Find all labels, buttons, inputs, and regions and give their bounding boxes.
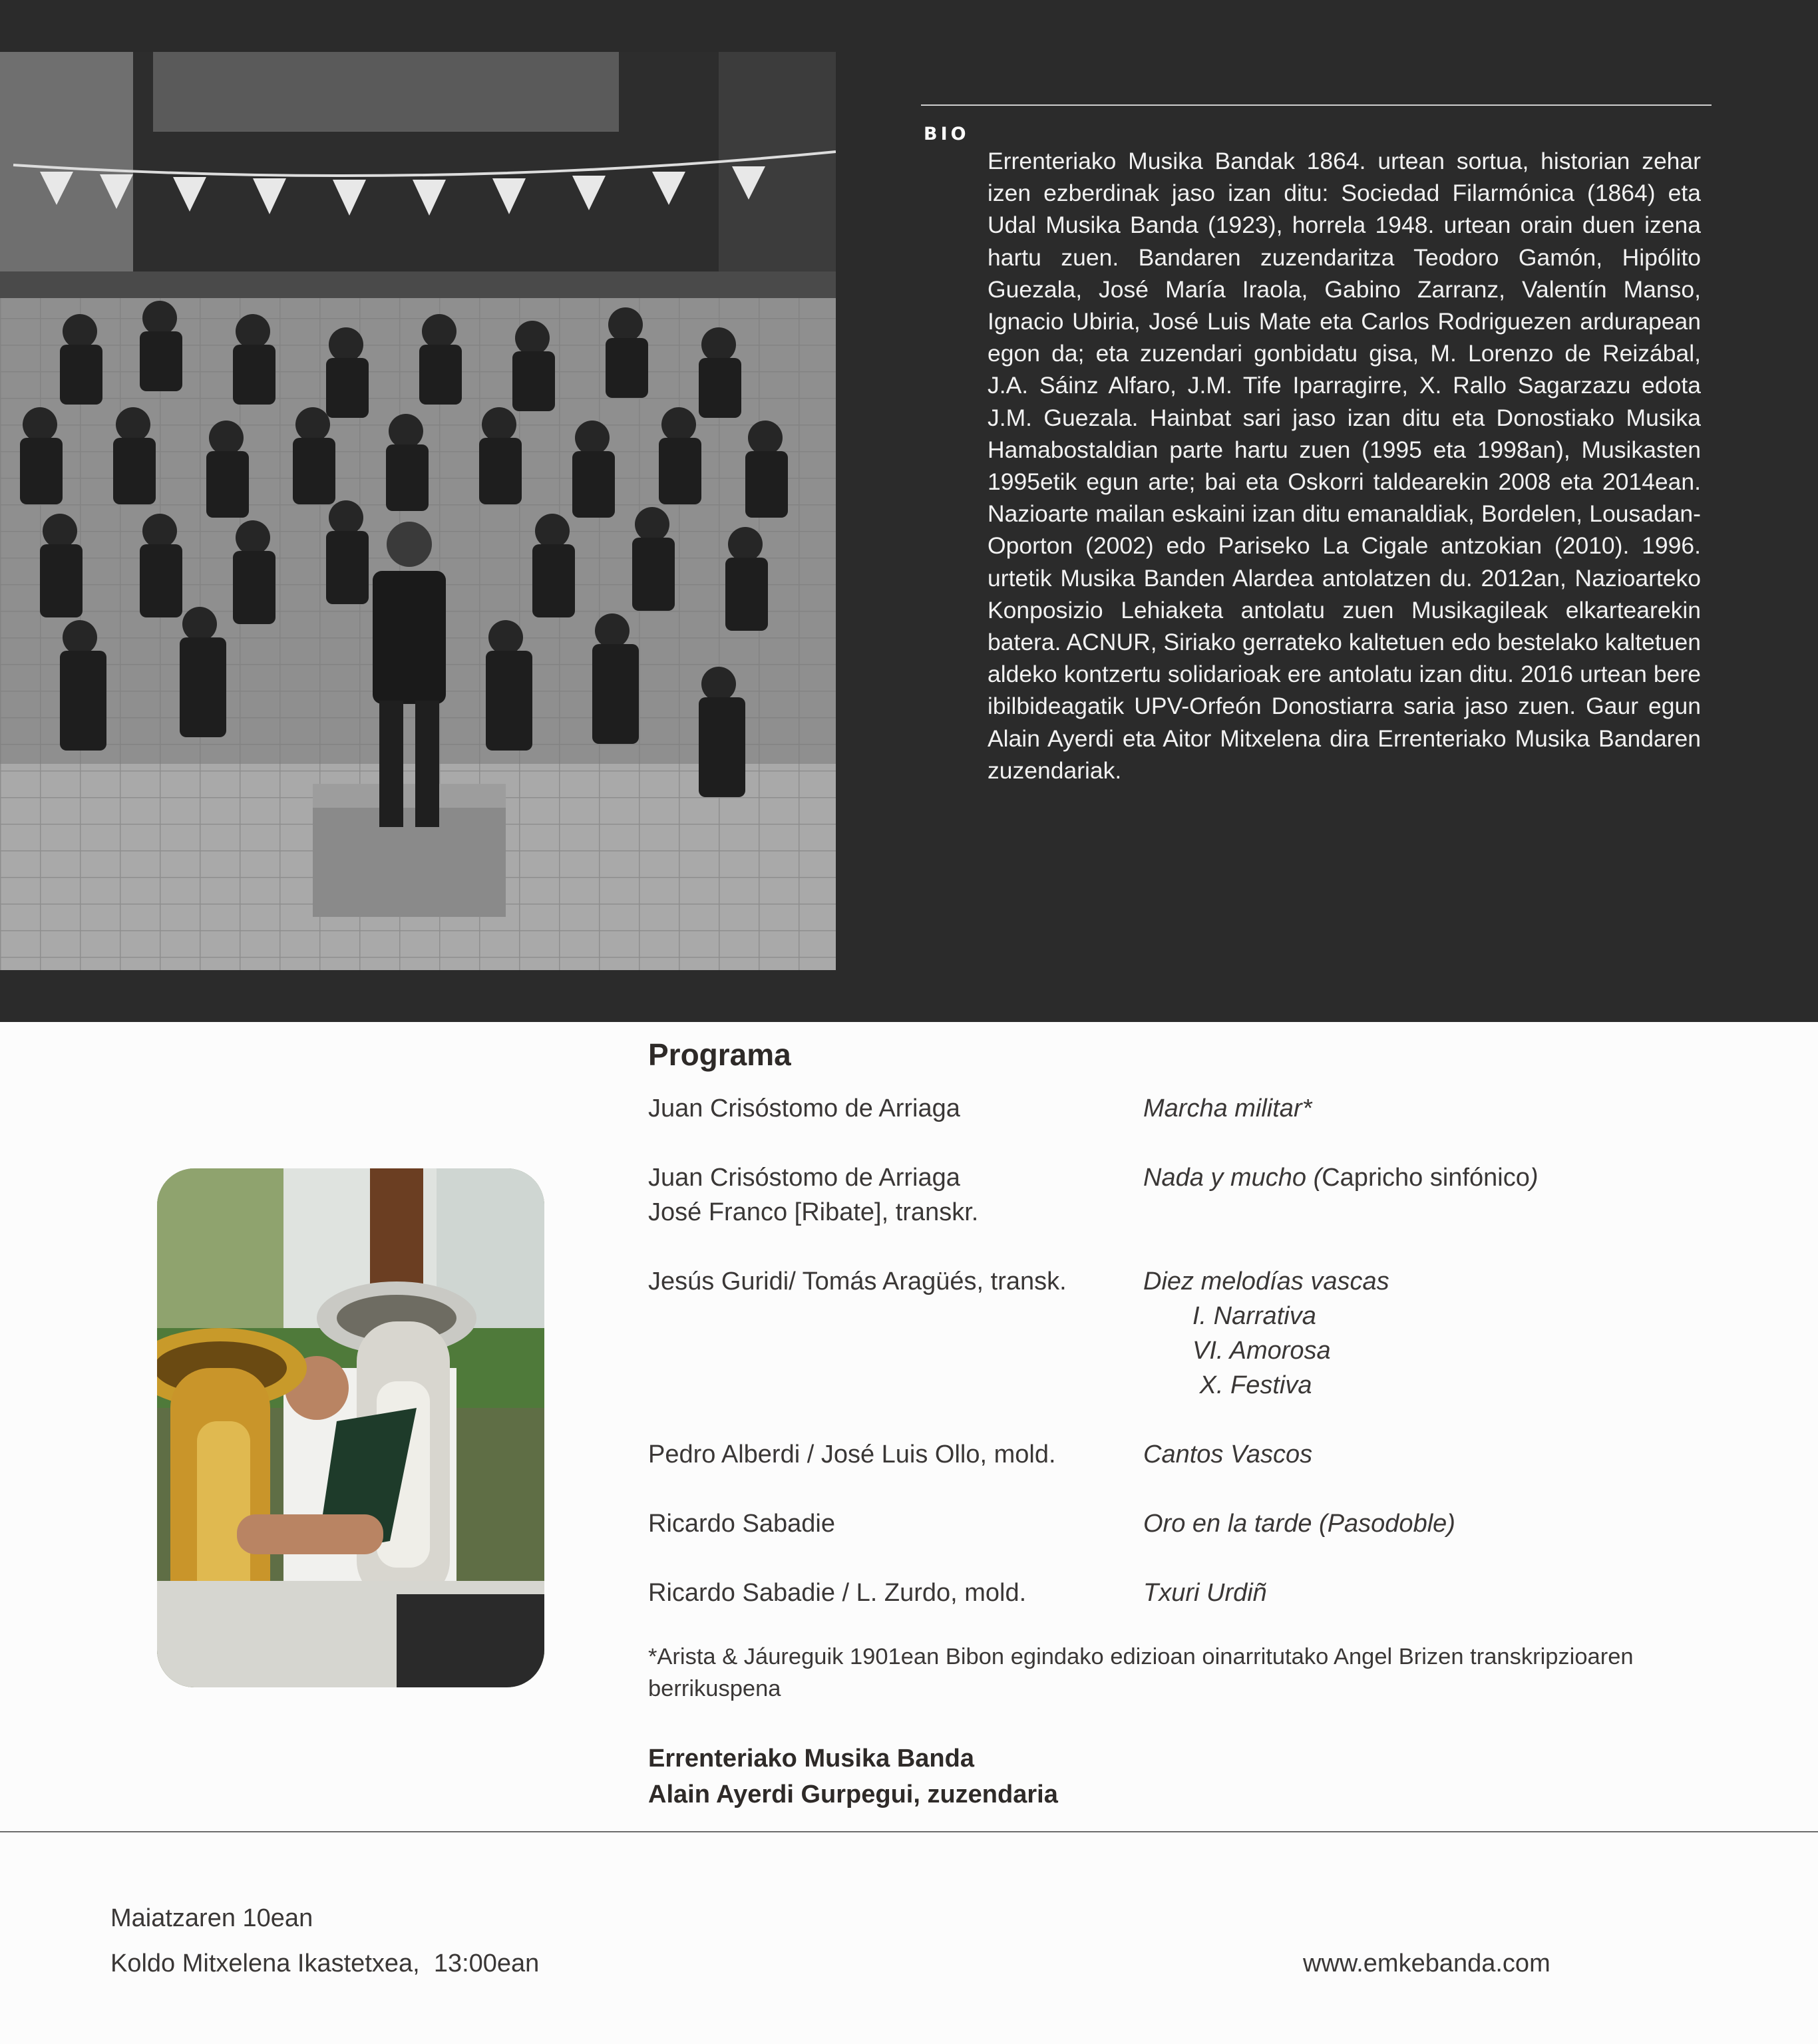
work-movement: X. Festiva bbox=[1192, 1371, 1312, 1399]
conductor-name: Alain Ayerdi Gurpegui, zuzendaria bbox=[648, 1781, 1058, 1808]
bio-label: BIO bbox=[924, 124, 970, 144]
bio-text: Errenteriako Musika Bandak 1864. urtean sortua, historian zehar izen ezberdinak jaso izan ditu: Sociedad Filarmónica (1864) eta Udal Musika Banda (1923), horrela 1948. urtean orain duen izena hartu zuen. Bandaren zuzendaritza Teodoro Gamón, Hipólito Guezala, José María Iraola, Gabino Zarranz, Valentín Manso, Ignacio Ubiria, José Luis Mate eta Carlos Rodriguezen ardurapean egon da; eta zuzendari gonbidatu gisa, M. Lorenzo de Reizábal, J.A. Sáinz Alfaro, J.M. Tife Iparragirre, X. Rallo Sagarzazu edota J.M. Guezala. Hainbat sari jaso izan ditu eta Donostiako Musika Hamabostaldian parte hartu zuen (1995 eta 1998an), Musikasten 1995etik egun arte; bai eta Oskorri taldearekin 2008 eta 2014ean. Nazioarte mailan eskaini izan ditu emanaldiak, Bordelen, Lousadan-Oporton (2002) edo Pariseko La Cigale antzokian (2010). 1996. urtetik Musika Banden Alardea antolatzen du. 2012an, Nazioarteko Konposizio Lehiaketa antolatu zuen Musikagileak elkartearekin batera. ACNUR, Siriako gerrateko kaltetuen edo bestelako kaltetuen aldeko kontzertu solidarioak ere antolatu izan ditu. 2016 urtean bere ibilbideagatik UPV-Orfeón Donostiarra saria jaso zuen. Gaur egun Alain Ayerdi eta Aitor Mitxelena dira Errenteriako Musika Bandaren zuzendariak. bbox=[988, 148, 1701, 784]
performer-name: Errenteriako Musika Banda bbox=[648, 1745, 974, 1773]
tuba-photo bbox=[157, 1168, 544, 1687]
composer-line: José Franco [Ribate], transkr. bbox=[648, 1198, 979, 1226]
event-date: Maiatzaren 10ean bbox=[110, 1904, 313, 1932]
program-composer bbox=[648, 1091, 1141, 1126]
program-work bbox=[1143, 1160, 1729, 1195]
work-subtitle: Capricho sinfónico bbox=[1322, 1164, 1530, 1192]
tuba-photo-image bbox=[157, 1168, 544, 1687]
composer-line: Ricardo Sabadie / L. Zurdo, mold. bbox=[648, 1579, 1027, 1607]
work-movement: VI. Amorosa bbox=[1192, 1337, 1331, 1365]
program-work bbox=[1143, 1437, 1729, 1472]
work-title: Diez melodías vascas bbox=[1143, 1268, 1389, 1295]
work-title: Oro en la tarde (Pasodoble) bbox=[1143, 1510, 1455, 1538]
program-composer bbox=[648, 1160, 1141, 1230]
event-place-time: Koldo Mitxelena Ikastetxea, 13:00ean bbox=[110, 1950, 540, 1977]
program-composer bbox=[648, 1506, 1141, 1541]
composer-line: Jesús Guridi/ Tomás Aragüés, transk. bbox=[648, 1268, 1067, 1295]
program-composer bbox=[648, 1576, 1141, 1610]
program-work bbox=[1143, 1576, 1729, 1610]
composer-line: Ricardo Sabadie bbox=[648, 1510, 835, 1538]
performer-credits bbox=[648, 1741, 1058, 1812]
program-composer bbox=[648, 1437, 1141, 1472]
work-title-tail: ) bbox=[1529, 1164, 1539, 1192]
work-title: Cantos Vascos bbox=[1143, 1441, 1313, 1468]
composer-line: Juan Crisóstomo de Arriaga bbox=[648, 1095, 960, 1122]
composer-line: Pedro Alberdi / José Luis Ollo, mold. bbox=[648, 1441, 1056, 1468]
program-work bbox=[1143, 1091, 1729, 1126]
work-title: Marcha militar* bbox=[1143, 1095, 1312, 1122]
composer-line: Juan Crisóstomo de Arriaga bbox=[648, 1164, 960, 1192]
footer-divider bbox=[0, 1831, 1818, 1832]
programa-title: Programa bbox=[648, 1037, 791, 1072]
work-title: Txuri Urdiñ bbox=[1143, 1579, 1267, 1607]
website-link[interactable]: www.emkebanda.com bbox=[1303, 1950, 1550, 1977]
program-footnote: *Arista & Jáureguik 1901ean Bibon egindako edizioan oinarritutako Angel Brizen transkripzioaren berrikuspena bbox=[648, 1644, 1634, 1701]
work-title: Nada y mucho ( bbox=[1143, 1164, 1322, 1192]
bio-divider bbox=[921, 104, 1712, 106]
program-work bbox=[1143, 1506, 1729, 1541]
work-movement: I. Narrativa bbox=[1192, 1302, 1316, 1330]
program-composer bbox=[648, 1264, 1141, 1299]
band-photo bbox=[0, 52, 836, 970]
band-photo-image bbox=[0, 52, 836, 970]
program-work bbox=[1143, 1264, 1729, 1403]
